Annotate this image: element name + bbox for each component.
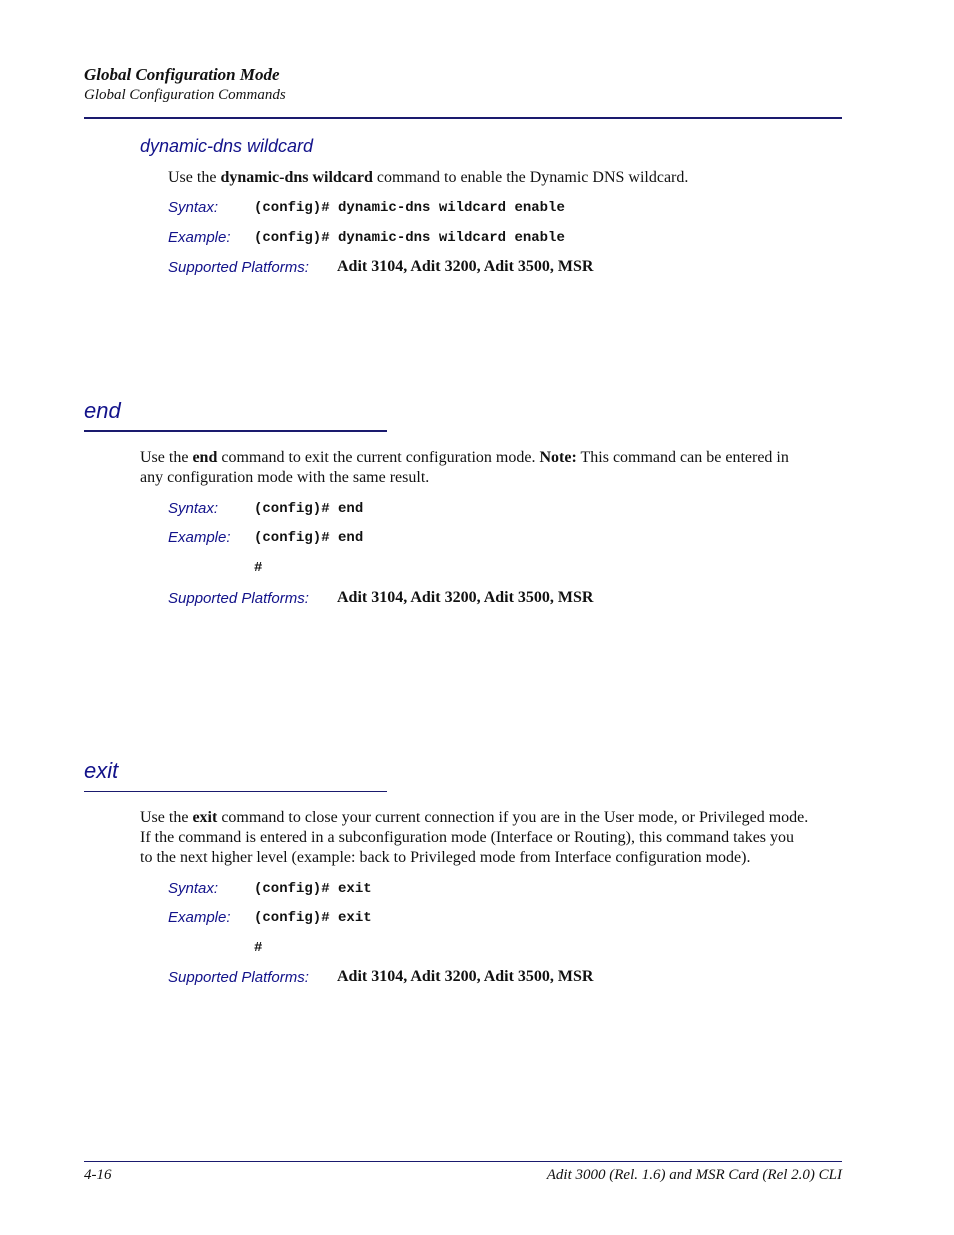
syntax-label: Syntax: — [168, 880, 219, 897]
example-code-prompt: # — [254, 560, 263, 576]
desc-text: This command can be entered in — [576, 449, 789, 466]
subsection-heading-dynamic-dns: dynamic-dns wildcard — [140, 136, 314, 156]
running-header-subtitle: Global Configuration Commands — [84, 87, 286, 103]
command-name: exit — [192, 809, 218, 826]
exit-description-line1 — [140, 808, 850, 828]
desc-text: Use the — [168, 169, 221, 186]
desc-text: Use the — [140, 809, 193, 826]
example-label: Example: — [168, 909, 231, 926]
exit-description-line3: to the next higher level (example: back to Privileged mode from Interface configuration mode). — [140, 849, 751, 866]
example-code: (config)# exit — [254, 910, 372, 926]
dynamic-dns-description — [168, 168, 688, 188]
section-rule-exit — [84, 791, 387, 792]
syntax-label: Syntax: — [168, 199, 219, 216]
desc-text: command to close your current connection if you are in the User mode, or Privileged mode. — [217, 809, 809, 826]
exit-description — [140, 808, 850, 868]
syntax-label: Syntax: — [168, 500, 219, 517]
platforms-value: Adit 3104, Adit 3200, Adit 3500, MSR — [337, 968, 594, 985]
section-rule-end — [84, 430, 387, 432]
end-description-line1 — [140, 448, 840, 468]
platforms-label: Supported Platforms: — [168, 590, 309, 607]
example-code: (config)# dynamic-dns wildcard enable — [254, 230, 565, 246]
running-header-title: Global Configuration Mode — [84, 65, 280, 84]
platforms-value: Adit 3104, Adit 3200, Adit 3500, MSR — [337, 589, 594, 606]
example-label: Example: — [168, 229, 231, 246]
example-code: (config)# end — [254, 530, 364, 546]
platforms-label: Supported Platforms: — [168, 259, 309, 276]
header-rule — [84, 117, 842, 119]
command-name: dynamic-dns wildcard — [220, 169, 373, 186]
syntax-code: (config)# end — [254, 501, 364, 517]
desc-text: command to enable the Dynamic DNS wildcard. — [372, 169, 689, 186]
section-heading-exit: exit — [84, 758, 119, 783]
page-number: 4-16 — [84, 1167, 112, 1183]
syntax-code: (config)# exit — [254, 881, 372, 897]
end-description — [140, 448, 840, 488]
footer-rule — [84, 1161, 842, 1162]
desc-text: command to exit the current configuration mode. — [217, 449, 540, 466]
note-label: Note: — [539, 449, 577, 466]
platforms-label: Supported Platforms: — [168, 969, 309, 986]
end-description-line2: any configuration mode with the same result. — [140, 469, 430, 486]
syntax-code: (config)# dynamic-dns wildcard enable — [254, 200, 565, 216]
footer-doc-title: Adit 3000 (Rel. 1.6) and MSR Card (Rel 2.0) CLI — [546, 1167, 842, 1183]
platforms-value: Adit 3104, Adit 3200, Adit 3500, MSR — [337, 258, 594, 275]
example-code-prompt: # — [254, 940, 263, 956]
example-label: Example: — [168, 529, 231, 546]
command-name: end — [192, 449, 218, 466]
desc-text: Use the — [140, 449, 193, 466]
exit-description-line2: If the command is entered in a subconfiguration mode (Interface or Routing), this command takes you — [140, 829, 795, 846]
section-heading-end: end — [84, 398, 121, 423]
